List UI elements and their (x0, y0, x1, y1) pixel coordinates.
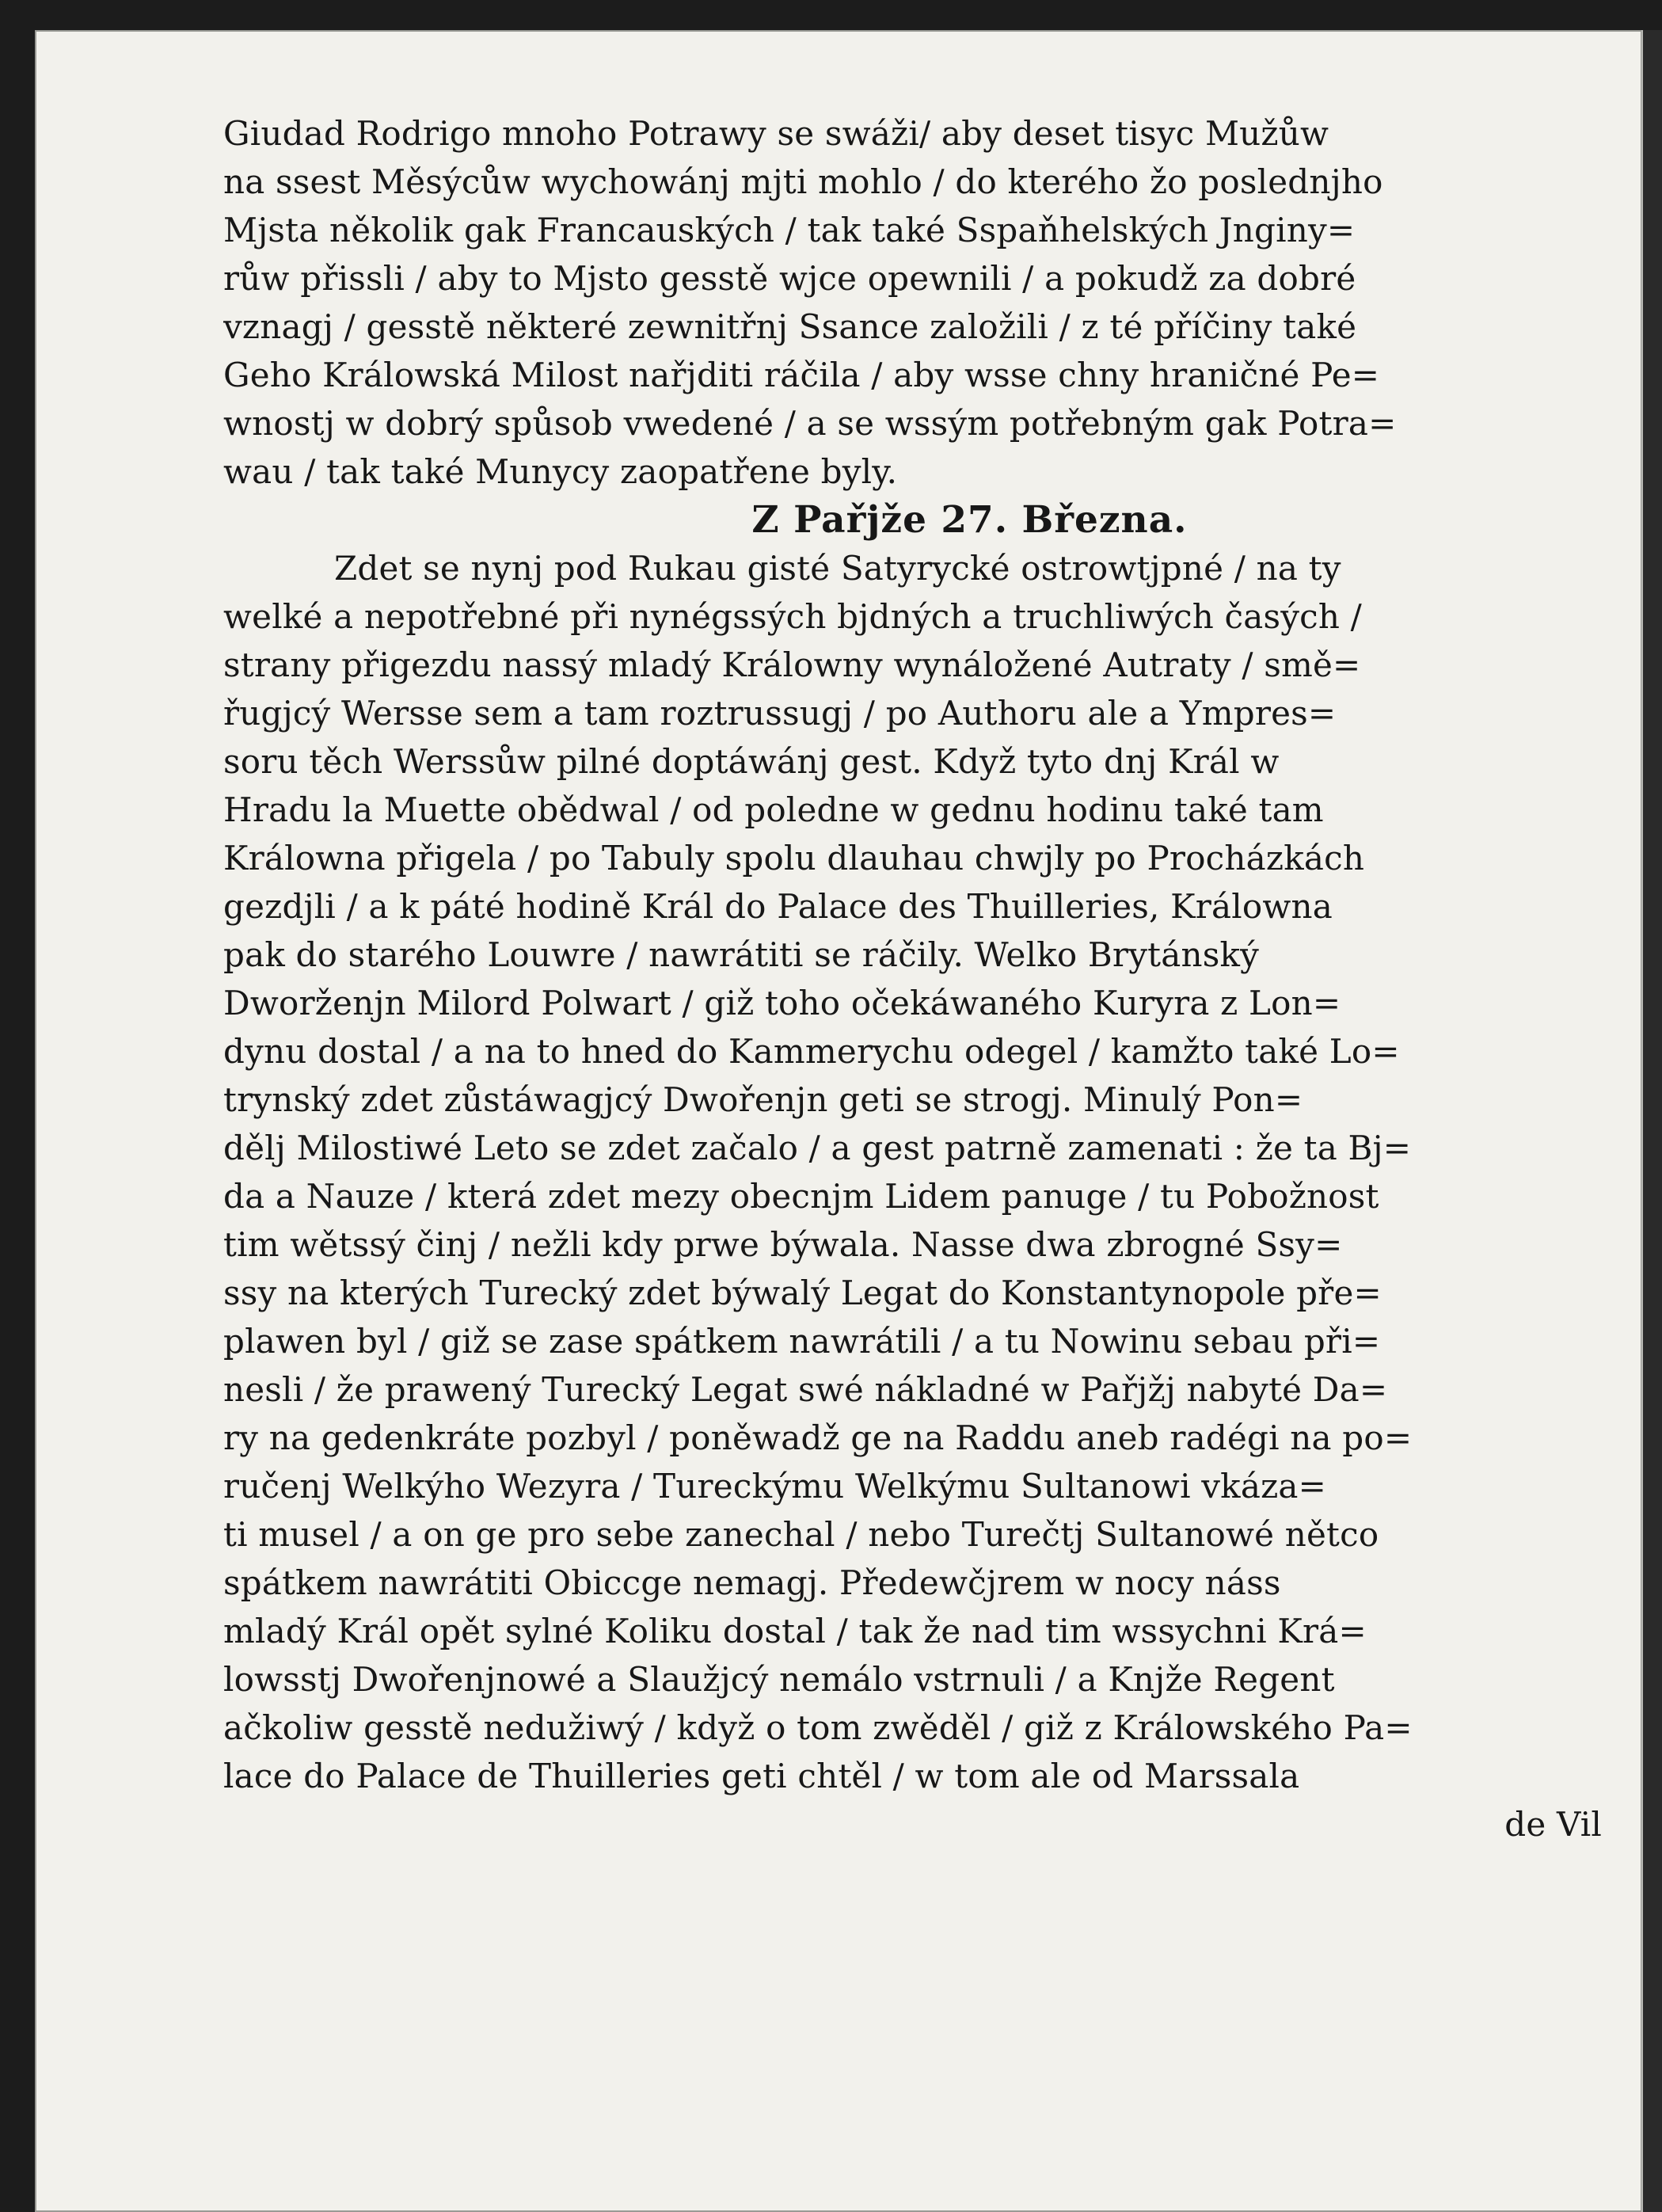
text-line: Dworženjn Milord Polwart / giž toho očekáwaného Kuryra z Lon= (223, 984, 1341, 1022)
text-line: nesli / že prawený Turecký Legat swé nákladné w Pařjžj nabyté Da= (223, 1370, 1388, 1409)
page-text (223, 109, 1613, 1848)
text-line: soru těch Werssůw pilné doptáwánj gest. Když tyto dnj Král w (223, 742, 1280, 781)
text-line: Králowna přigela / po Tabuly spolu dlauhau chwjly po Procházkách (223, 839, 1365, 878)
text-line: gezdjli / a k páté hodině Král do Palace des Thuilleries, Králowna (223, 887, 1333, 926)
text-line: ručenj Welkýho Wezyra / Tureckýmu Welkýmu Sultanowi vkáza= (223, 1467, 1327, 1506)
text-line: dělj Milostiwé Leto se zdet začalo / a gest patrně zamenati : že ta Bj= (223, 1129, 1412, 1167)
text-line: ry na gedenkráte pozbyl / poněwadž ge na Raddu aneb radégi na po= (223, 1418, 1413, 1457)
text-line: strany přigezdu nassý mladý Králowny wynáložené Autraty / smě= (223, 645, 1361, 684)
text-line: dynu dostal / a na to hned do Kammerychu odegel / kamžto také Lo= (223, 1032, 1400, 1071)
text-line: welké a nepotřebné při nynégssých bjdných a truchliwých časých / (223, 597, 1363, 636)
text-line: ssy na kterých Turecký zdet býwalý Legat do Konstantynopole pře= (223, 1274, 1382, 1312)
document-page (35, 30, 1642, 2212)
text-line: da a Nauze / která zdet mezy obecnjm Lidem panuge / tu Pobožnost (223, 1177, 1379, 1216)
text-line: wau / tak také Munycy zaopatřene byly. (223, 452, 898, 491)
text-line: spátkem nawrátiti Obiccge nemagj. Předewčjrem w nocy náss (223, 1563, 1281, 1602)
catchword: de Vil (1504, 1805, 1602, 1844)
text-line: plawen byl / giž se zase spátkem nawrátili / a tu Nowinu sebau při= (223, 1322, 1381, 1361)
text-line: Mjsta několik gak Francauských / tak také Sspaňhelských Jnginy= (223, 211, 1356, 249)
text-line: Hradu la Muette obědwal / od poledne w gednu hodinu také tam (223, 790, 1324, 829)
text-line: wnostj w dobrý spůsob vwedené / a se wssým potřebným gak Potra= (223, 404, 1397, 443)
text-line: mladý Král opět sylné Koliku dostal / tak že nad tim wssychni Krá= (223, 1612, 1367, 1650)
text-line: řugjcý Wersse sem a tam roztrussugj / po Authoru ale a Ympres= (223, 694, 1337, 733)
text-line: trynský zdet zůstáwagjcý Dwořenjn geti se strogj. Minulý Pon= (223, 1080, 1303, 1119)
text-line: vznagj / gesstě některé zewnitřnj Ssance založili / z té příčiny také (223, 307, 1357, 346)
text-line: Giudad Rodrigo mnoho Potrawy se swáži/ aby deset tisyc Mužůw (223, 114, 1329, 153)
text-line: pak do starého Louwre / nawrátiti se ráčily. Welko Brytánský (223, 935, 1260, 974)
text-line: tim wětssý činj / nežli kdy prwe býwala. Nasse dwa zbrogné Ssy= (223, 1225, 1343, 1264)
text-line: ti musel / a on ge pro sebe zanechal / nebo Turečtj Sultanowé nětco (223, 1515, 1379, 1554)
dateline-heading: Z Pařjže 27. Března. (751, 498, 1188, 542)
text-line: Geho Králowská Milost nařjditi ráčila / aby wsse chny hraničné Pe= (223, 356, 1380, 394)
text-line: na ssest Měsýcůw wychowánj mjti mohlo / do kterého žo poslednjho (223, 162, 1383, 201)
text-line: lowsstj Dwořenjnowé a Slaužjcý nemálo vstrnuli / a Knjže Regent (223, 1660, 1335, 1699)
page-edge-shadow (1641, 30, 1662, 2212)
text-line: růw přissli / aby to Mjsto gesstě wjce opewnili / a pokudž za dobré (223, 259, 1356, 298)
text-line: Zdet se nynj pod Rukau gisté Satyrycké ostrowtjpné / na ty (334, 549, 1341, 588)
text-line: ačkoliw gesstě nedužiwý / když o tom zwěděl / giž z Králowského Pa= (223, 1708, 1413, 1747)
text-line: lace do Palace de Thuilleries geti chtěl / w tom ale od Marssala (223, 1757, 1300, 1795)
